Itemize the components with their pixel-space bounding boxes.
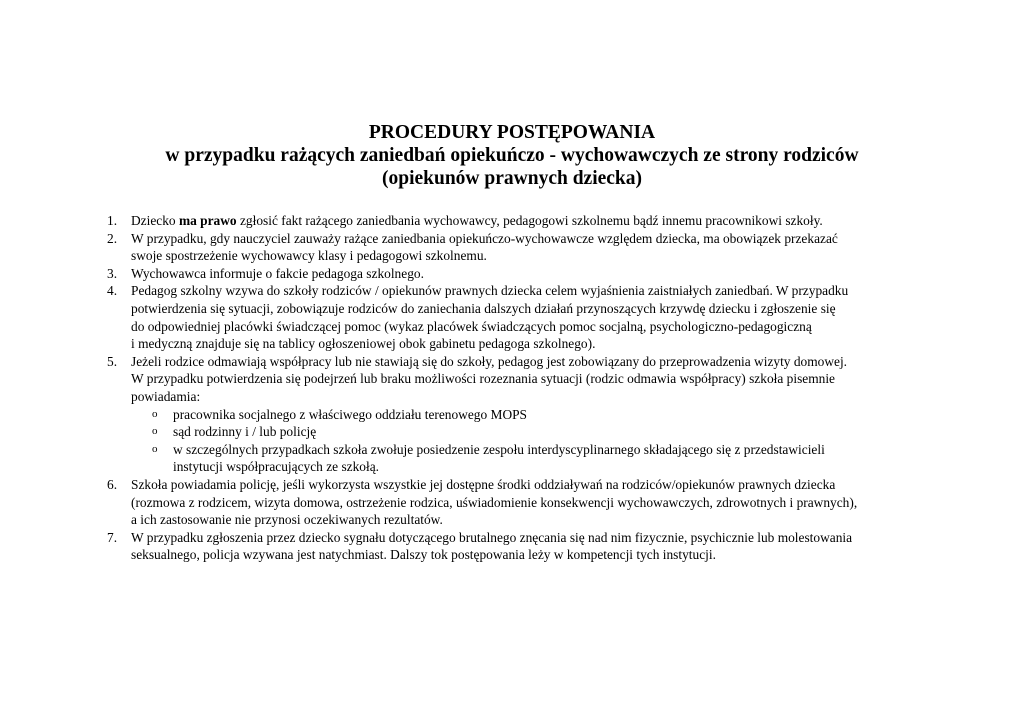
item-line: Jeżeli rodzice odmawiają współpracy lub nie stawiają się do szkoły, pedagog jest zobowiązany do przeprowadzenia wizyty domowej. — [131, 353, 848, 369]
sub-item-line: w szczególnych przypadkach szkoła zwołuje posiedzenie zespołu interdyscyplinarnego składającego się z przedstawicieli — [173, 441, 825, 457]
procedure-list — [107, 212, 937, 564]
item-line: potwierdzenia się sytuacji, zobowiązuje rodziców do zaniechania dalszych działań przynoszących krzywdę dziecku i zgłoszenie się — [131, 300, 836, 316]
list-item-6 — [107, 476, 937, 529]
item-number: 3. — [107, 265, 118, 281]
item-bold-text: ma prawo — [178, 213, 237, 228]
item-text-part: zgłosić fakt rażącego zaniedbania wychowawcy, pedagogowi szkolnemu bądź innemu pracownikowi szkoły. — [236, 213, 823, 228]
circle-bullet-icon: o — [152, 425, 158, 438]
item-line: swoje spostrzeżenie wychowawcy klasy i pedagogowi szkolnemu. — [131, 248, 487, 264]
title-line-3: (opiekunów prawnych dziecka) — [381, 168, 643, 189]
item-line: Pedagog szkolny wzywa do szkoły rodziców / opiekunów prawnych dziecka celem wyjaśnienia zaistniałych zaniedbań. W przypadku — [131, 283, 849, 299]
list-item-3 — [107, 265, 937, 283]
item-line: Szkoła powiadamia policję, jeśli wykorzysta wszystkie jej dostępne środki oddziaływań na rodziców/opiekunów prawnych dziecka — [131, 476, 836, 492]
item-number: 7. — [107, 529, 118, 545]
item-text-part: Dziecko — [131, 213, 179, 228]
item-line: W przypadku potwierdzenia się podejrzeń lub braku możliwości rozeznania sytuacji (rodzic odmawia współpracy) szkoła pisemnie — [131, 371, 836, 387]
item-number: 5. — [107, 353, 118, 369]
item-line: (rozmowa z rodzicem, wizyta domowa, ostrzeżenie rodzica, uświadomienie konsekwencji wychowawczych, zdrowotnych i prawnych), — [131, 494, 858, 510]
item-line: W przypadku, gdy nauczyciel zauważy rażące zaniedbania opiekuńczo-wychowawcze względem dziecka, ma obowiązek przekazać — [131, 230, 838, 246]
list-item-2 — [107, 230, 937, 265]
list-item-7 — [107, 529, 937, 564]
item-number: 6. — [107, 476, 118, 492]
circle-bullet-icon: o — [152, 407, 158, 420]
item-number: 1. — [107, 213, 118, 228]
sub-item-line: instytucji współpracujących ze szkołą. — [173, 459, 379, 475]
circle-bullet-icon: o — [152, 442, 158, 455]
sub-item-line: pracownika socjalnego z właściwego oddziału terenowego MOPS — [173, 406, 528, 422]
document-title — [0, 121, 1024, 190]
list-item-4 — [107, 282, 937, 352]
item-line: seksualnego, policja wzywana jest natychmiast. Dalszy tok postępowania leży w kompetencji tych instytucji. — [131, 547, 716, 563]
sub-list-item — [131, 423, 937, 441]
sub-item-line: sąd rodzinny i / lub policję — [173, 424, 317, 440]
sub-list-item — [131, 441, 937, 476]
item-line: a ich zastosowanie nie przynosi oczekiwanych rezultatów. — [131, 512, 443, 528]
item-text — [131, 212, 937, 230]
list-item-1 — [107, 212, 937, 230]
item-line: i medyczną znajduje się na tablicy ogłoszeniowej obok gabinetu pedagoga szkolnego). — [131, 336, 596, 352]
item-line: powiadamia: — [131, 388, 201, 404]
item-line: do odpowiedniej placówki świadczącej pomoc (wykaz placówek świadczących pomoc socjalną, psychologiczno-pedagogiczną — [131, 318, 812, 334]
title-line-2: w przypadku rażących zaniedbań opiekuńczo - wychowawczych ze strony rodziców — [165, 145, 859, 166]
item-number: 2. — [107, 230, 118, 246]
sub-list — [131, 406, 937, 476]
title-line-1: PROCEDURY POSTĘPOWANIA — [368, 122, 656, 143]
sub-list-item — [131, 406, 937, 424]
item-line: Wychowawca informuje o fakcie pedagoga szkolnego. — [131, 265, 424, 281]
item-line: W przypadku zgłoszenia przez dziecko sygnału dotyczącego brutalnego znęcania się nad nim fizycznie, psychicznie lub molestowania — [131, 529, 853, 545]
list-item-5 — [107, 353, 937, 476]
item-number: 4. — [107, 283, 118, 299]
